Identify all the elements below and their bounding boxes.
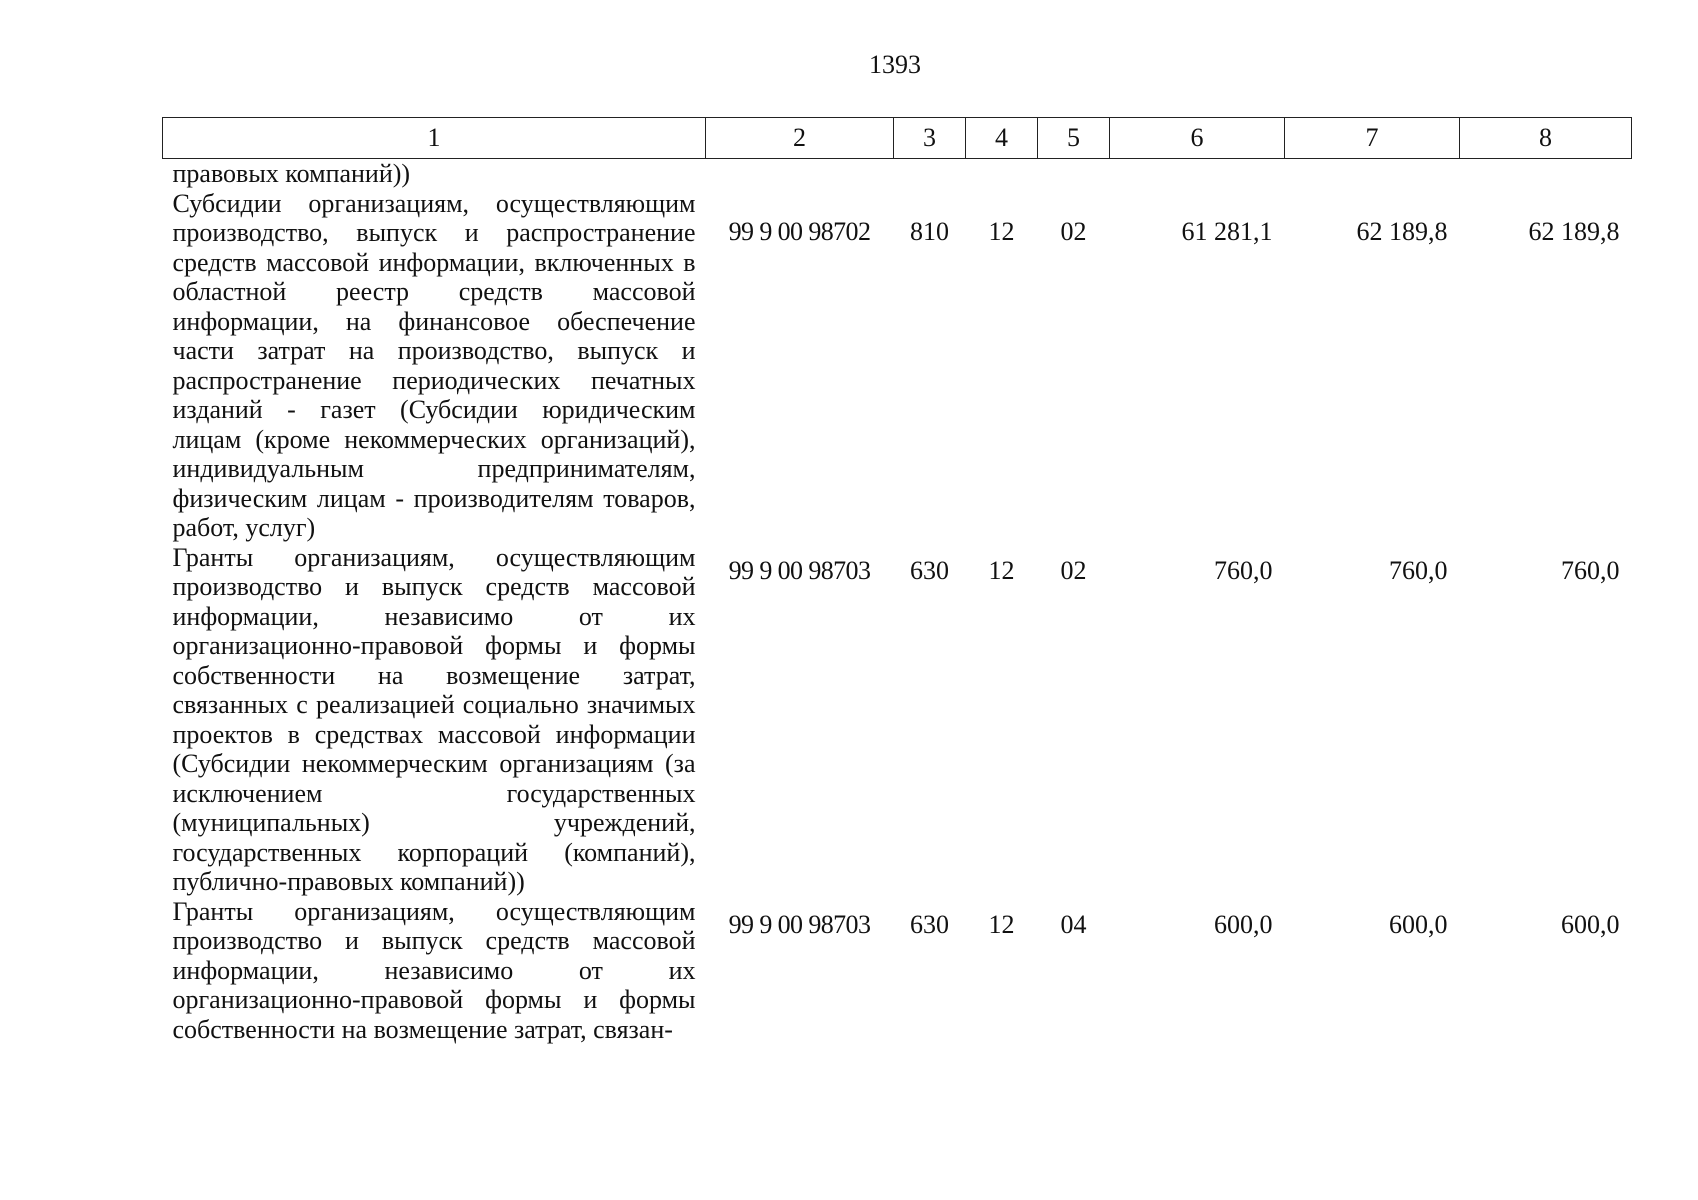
row-section: 12 bbox=[988, 216, 1015, 246]
row-expense-type: 810 bbox=[910, 216, 949, 246]
budget-table bbox=[162, 117, 1632, 1044]
row-section: 12 bbox=[988, 909, 1015, 939]
row-value-7: 62 189,8 bbox=[1356, 216, 1448, 246]
row-description: Субсидии организациям, осуществляющим производство, выпуск и распространение средств массовой информации, включенных в областной реестр средств массовой информации, на финансовое обеспечение части затрат на производство, выпуск и распространение периодических печатных изданий - газет (Субсидии юридическим лицам (кроме некоммерческих организаций), индивидуальным предпринимателям, физическим лицам - производителям товаров, работ, услуг) bbox=[172, 188, 696, 542]
row-value-7: 760,0 bbox=[1389, 555, 1448, 585]
row-subsection: 04 bbox=[1060, 909, 1087, 939]
row-subsection: 02 bbox=[1060, 216, 1087, 246]
row-target-code: 99 9 00 98702 bbox=[728, 216, 871, 246]
row-target-code: 99 9 00 98703 bbox=[728, 909, 871, 939]
header-col-5: 5 bbox=[1038, 118, 1110, 159]
row-value-8: 600,0 bbox=[1561, 909, 1620, 939]
row-expense-type: 630 bbox=[910, 555, 949, 585]
table-row bbox=[163, 897, 1632, 1045]
header-row bbox=[163, 118, 1632, 159]
row-subsection: 02 bbox=[1060, 555, 1087, 585]
row-value-8: 760,0 bbox=[1561, 555, 1620, 585]
header-col-6: 6 bbox=[1110, 118, 1285, 159]
row-expense-type: 630 bbox=[910, 909, 949, 939]
row-value-7: 600,0 bbox=[1389, 909, 1448, 939]
header-col-4: 4 bbox=[966, 118, 1038, 159]
continuation-row bbox=[163, 159, 1632, 189]
page-number: 1393 bbox=[869, 50, 921, 79]
row-value-6: 600,0 bbox=[1214, 909, 1273, 939]
table-row bbox=[163, 543, 1632, 897]
row-description: Гранты организациям, осуществляющим производство и выпуск средств массовой информации, независимо от их организационно-правовой формы и формы собственности на возмещение затрат, связанных с реализацией социально значимых проектов в средствах массовой информации (Субсидии некоммерческим организациям (за исключением государственных (муниципальных) учреждений, государственных корпораций (компаний), публично-правовых компаний)) bbox=[172, 542, 696, 896]
row-description: Гранты организациям, осуществляющим производство и выпуск средств массовой информации, независимо от их организационно-правовой формы и формы собственности на возмещение затрат, связан- bbox=[172, 896, 696, 1044]
header-col-8: 8 bbox=[1460, 118, 1632, 159]
row-value-6: 760,0 bbox=[1214, 555, 1273, 585]
continuation-text: правовых компаний)) bbox=[172, 159, 411, 188]
header-col-1: 1 bbox=[163, 118, 706, 159]
row-section: 12 bbox=[988, 555, 1015, 585]
header-col-2: 2 bbox=[706, 118, 894, 159]
header-col-7: 7 bbox=[1285, 118, 1460, 159]
row-target-code: 99 9 00 98703 bbox=[728, 555, 871, 585]
header-col-3: 3 bbox=[894, 118, 966, 159]
row-value-8: 62 189,8 bbox=[1528, 216, 1620, 246]
table-row bbox=[163, 189, 1632, 543]
row-value-6: 61 281,1 bbox=[1181, 216, 1273, 246]
